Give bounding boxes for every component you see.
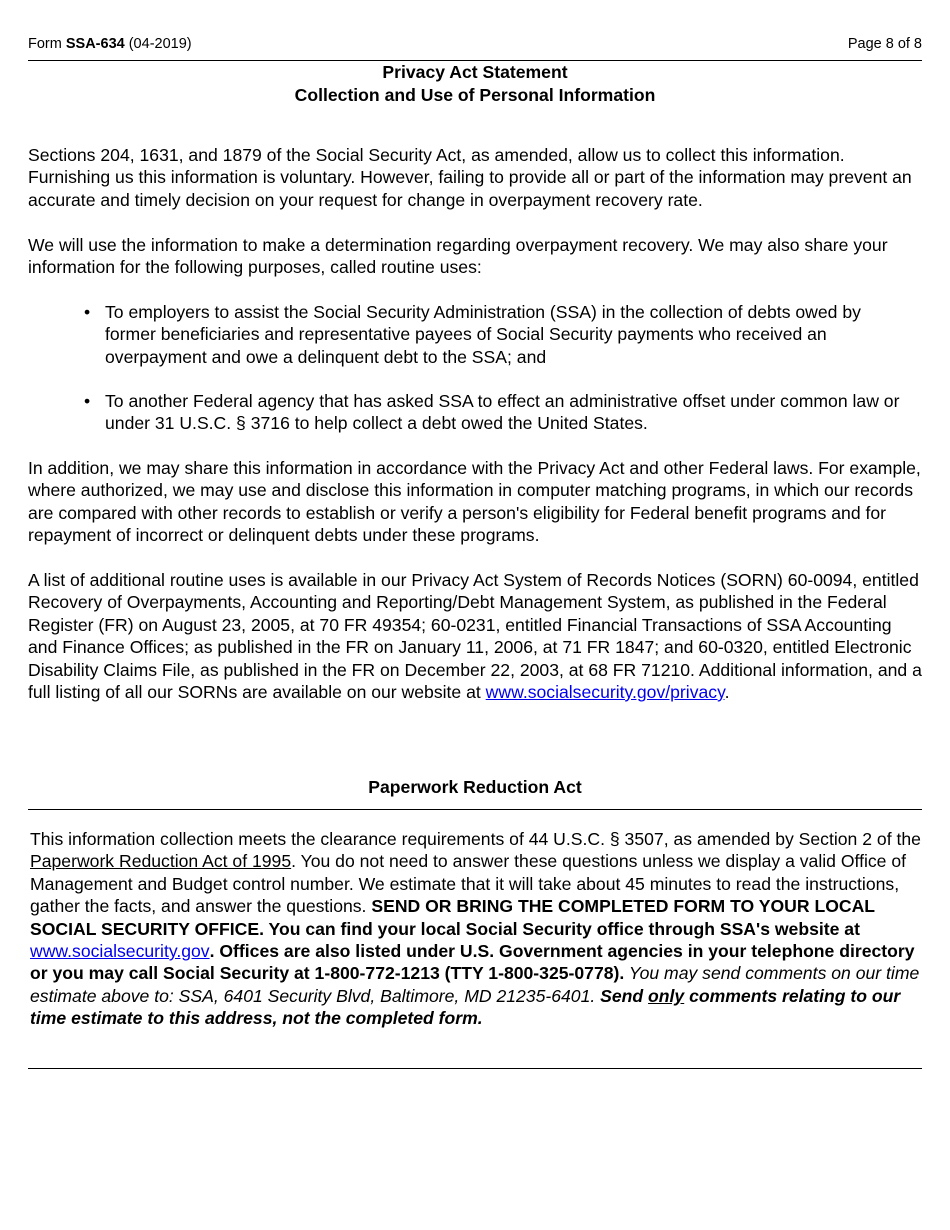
pra-act-reference: Paperwork Reduction Act of 1995: [30, 851, 292, 872]
form-identifier: Form SSA-634 (04-2019): [28, 36, 192, 52]
section-divider-bottom: [28, 1068, 922, 1069]
privacy-title-line2: Collection and Use of Personal Information: [294, 84, 656, 105]
emphasis-only: only: [648, 985, 685, 1006]
form-number: SSA-634: [65, 36, 125, 52]
page-header: [28, 33, 922, 61]
privacy-paragraph-4: A list of additional routine uses is available in our Privacy Act System of Records Notices (SORN) 60-0094, entitled Recovery of Overpayments, Accounting and Reporting/Debt Management System, as published in the Federal Register (FR) on August 23, 2005, at 70 FR 49354; 60-0231, entitled Financial Transactions of SSA Accounting and Finance Offices; as published in the FR on January 11, 2006, at 71 FR 1847; and 60-0320, entitled Electronic Disability Claims File, as published in the FR on December 22, 2003, at 68 FR 71210. Additional information, and a full listing of all our SORNs are available on our website at www.socialsecurity.gov/privacy.: [28, 570, 922, 703]
page-number: Page 8 of 8: [847, 36, 922, 52]
privacy-paragraph-1: Sections 204, 1631, and 1879 of the Social Security Act, as amended, allow us to collect this information. Furnishing us this information is voluntary. However, failing to provide all or part of the information may prevent an accurate and timely decision on your request for change in overpayment recovery rate.: [28, 145, 912, 210]
bullet-icon: •: [84, 302, 91, 322]
privacy-website-link[interactable]: www.socialsecurity.gov/privacy: [485, 682, 725, 703]
privacy-paragraph-3: In addition, we may share this information in accordance with the Privacy Act and other Federal laws. For example, where authorized, we may use and disclose this information in computer matching programs, in which our records are compared with other records to establish or verify a person's eligibility for Federal benefit programs and for repayment of incorrect or delinquent debts under these programs.: [28, 458, 921, 546]
section-divider-top: [28, 809, 922, 810]
paperwork-reduction-act-title: Paperwork Reduction Act: [368, 777, 582, 797]
document-page: [28, 0, 922, 1230]
paperwork-reduction-body: This information collection meets the clearance requirements of 44 U.S.C. § 3507, as amended by Section 2 of the Paperwork Reduction Act of 1995. You do not need to answer these questions unless we display a valid Office of Management and Budget control number. We estimate that it will take about 45 minutes to read the instructions, gather the facts, and answer the questions. SEND OR BRING THE COMPLETED FORM TO YOUR LOCAL SOCIAL SECURITY OFFICE. You can find your local Social Security office through SSA's website at www.socialsecurity.gov. Offices are also listed under U.S. Government agencies in your telephone directory or you may call Social Security at 1-800-772-1213 (TTY 1-800-325-0778). You may send comments on our time estimate above to: SSA, 6401 Security Blvd, Baltimore, MD 21235-6401. Send only comments relating to our time estimate to this address, not the completed form.: [30, 829, 921, 1029]
routine-use-text-1: To employers to assist the Social Security Administration (SSA) in the collection of debts owed by former beneficiaries and representative payees of Social Security payments who received an overpayment and owe a delinquent debt to the SSA; and: [105, 302, 861, 367]
ssa-website-link[interactable]: www.socialsecurity.gov: [30, 941, 210, 962]
privacy-paragraph-2: We will use the information to make a determination regarding overpayment recovery. We may also share your information for the following purposes, called routine uses:: [28, 235, 888, 278]
bullet-icon: •: [84, 391, 91, 411]
routine-use-text-2: To another Federal agency that has asked SSA to effect an administrative offset under common law or under 31 U.S.C. § 3716 to help collect a debt owed the United States.: [105, 391, 900, 434]
privacy-act-title: [28, 61, 922, 106]
privacy-title-line1: Privacy Act Statement: [382, 62, 568, 82]
